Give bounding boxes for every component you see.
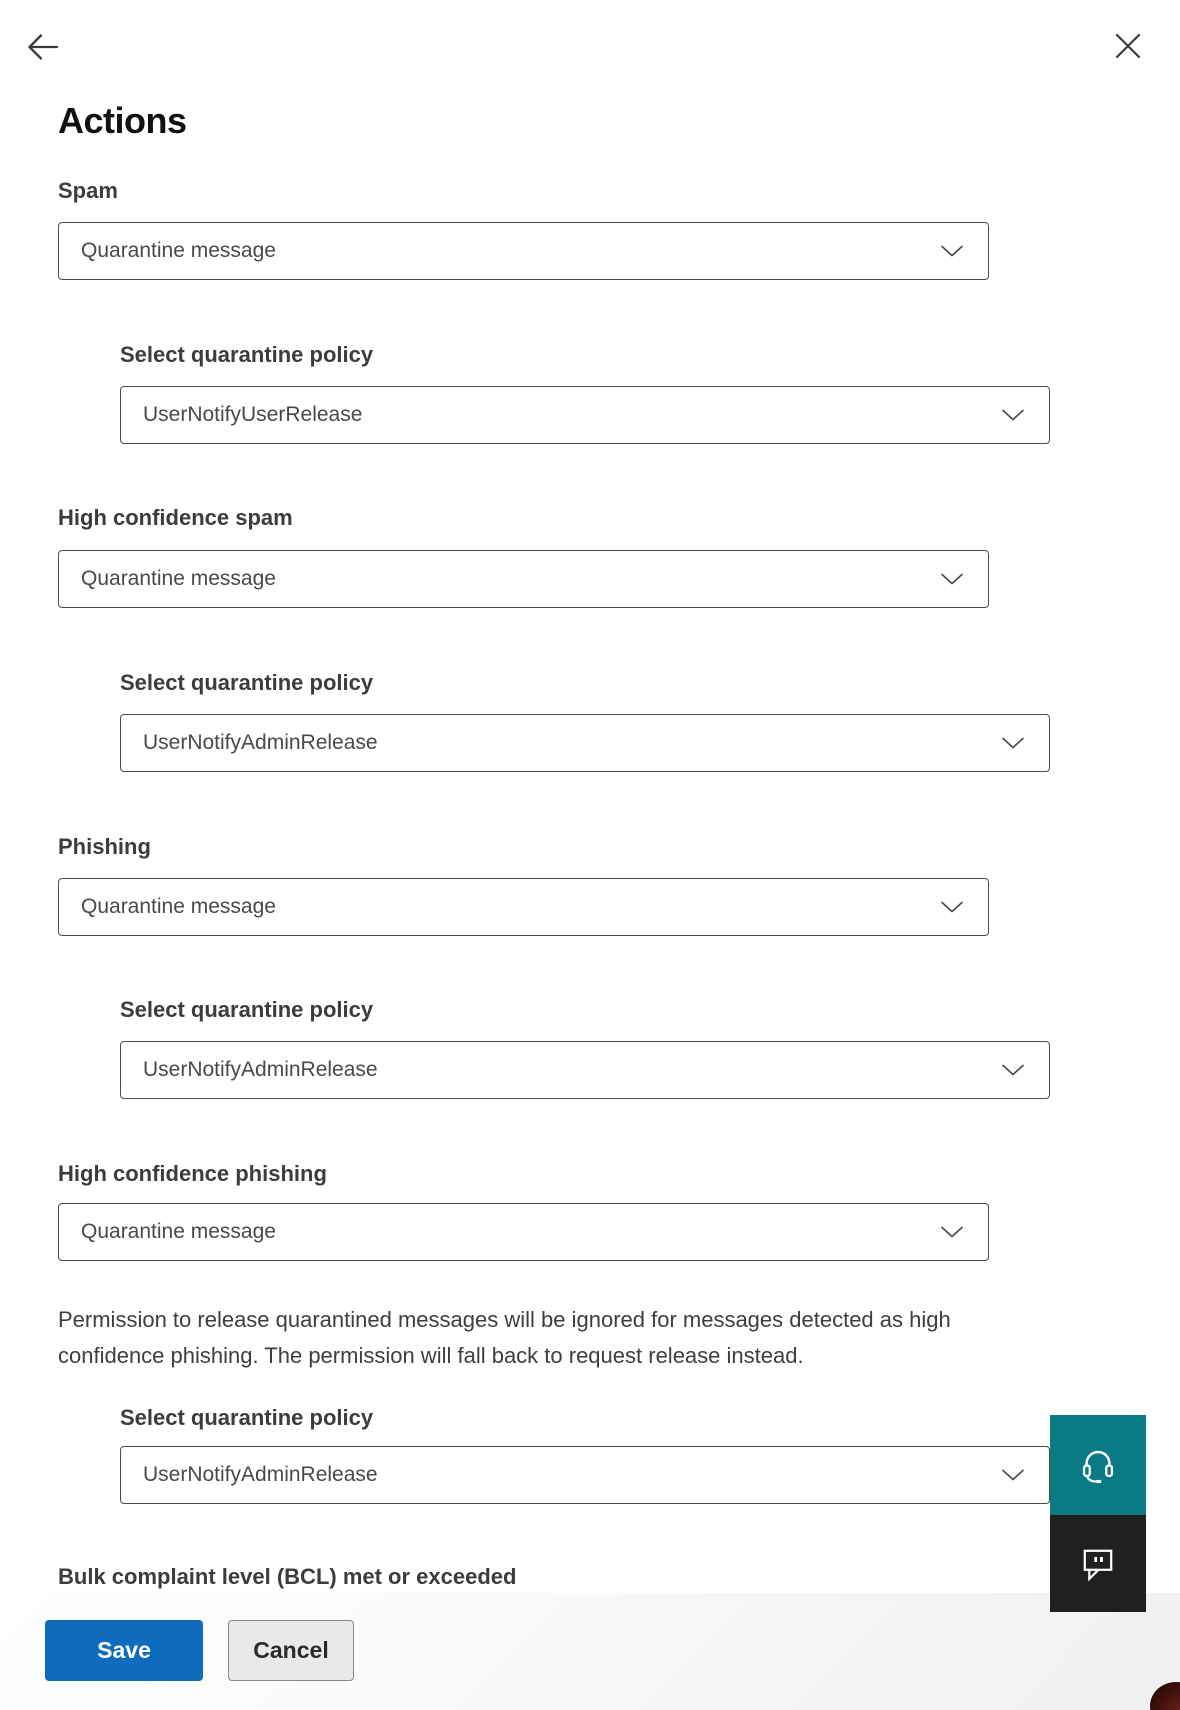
chevron-down-icon [1001, 1064, 1025, 1077]
chevron-down-icon [940, 1226, 964, 1239]
spam-policy-value: UserNotifyUserRelease [143, 403, 363, 426]
screen-corner-artifact [1150, 1682, 1180, 1710]
feedback-chat-icon [1078, 1545, 1118, 1583]
support-widget-button[interactable] [1050, 1415, 1146, 1515]
section-label-high-confidence-phishing: High confidence phishing [58, 1161, 327, 1186]
high-confidence-spam-action-value: Quarantine message [81, 567, 276, 590]
section-label-bulk-complaint-level: Bulk complaint level (BCL) met or exceeded [58, 1564, 517, 1589]
spam-policy-dropdown[interactable] [120, 386, 1050, 444]
high-confidence-phishing-note: Permission to release quarantined messages will be ignored for messages detected as high confidence phishing. The permission will fall back to request release instead. [58, 1307, 951, 1368]
high-confidence-phishing-policy-label: Select quarantine policy [120, 1405, 374, 1430]
high-confidence-phishing-action-value: Quarantine message [81, 1220, 276, 1243]
close-icon [1112, 30, 1148, 62]
section-label-phishing: Phishing [58, 834, 151, 859]
section-label-spam: Spam [58, 178, 118, 203]
chevron-down-icon [1001, 737, 1025, 750]
feedback-widget-button[interactable] [1050, 1515, 1146, 1612]
section-label-high-confidence-spam: High confidence spam [58, 505, 293, 530]
high-confidence-phishing-policy-dropdown[interactable] [120, 1446, 1050, 1504]
phishing-action-value: Quarantine message [81, 895, 276, 918]
phishing-policy-label: Select quarantine policy [120, 997, 374, 1022]
back-button[interactable] [26, 28, 64, 66]
spam-action-value: Quarantine message [81, 239, 276, 262]
panel-footer [0, 1593, 1180, 1710]
headset-icon [1076, 1442, 1120, 1488]
back-arrow-icon [26, 31, 64, 63]
cancel-button[interactable]: Cancel [228, 1620, 354, 1681]
phishing-action-dropdown[interactable] [58, 878, 989, 936]
spam-action-dropdown[interactable] [58, 222, 989, 280]
close-button[interactable] [1112, 28, 1148, 64]
phishing-policy-value: UserNotifyAdminRelease [143, 1058, 378, 1081]
high-confidence-spam-action-dropdown[interactable] [58, 550, 989, 608]
chevron-down-icon [940, 245, 964, 258]
chevron-down-icon [1001, 1469, 1025, 1482]
phishing-policy-dropdown[interactable] [120, 1041, 1050, 1099]
chevron-down-icon [1001, 409, 1025, 422]
spam-policy-label: Select quarantine policy [120, 342, 374, 367]
chevron-down-icon [940, 573, 964, 586]
save-button[interactable]: Save [45, 1620, 203, 1681]
high-confidence-phishing-action-dropdown[interactable] [58, 1203, 989, 1261]
page-title: Actions [58, 100, 187, 141]
high-confidence-spam-policy-value: UserNotifyAdminRelease [143, 731, 378, 754]
high-confidence-spam-policy-dropdown[interactable] [120, 714, 1050, 772]
chevron-down-icon [940, 901, 964, 914]
high-confidence-phishing-policy-value: UserNotifyAdminRelease [143, 1463, 378, 1486]
high-confidence-spam-policy-label: Select quarantine policy [120, 670, 374, 695]
